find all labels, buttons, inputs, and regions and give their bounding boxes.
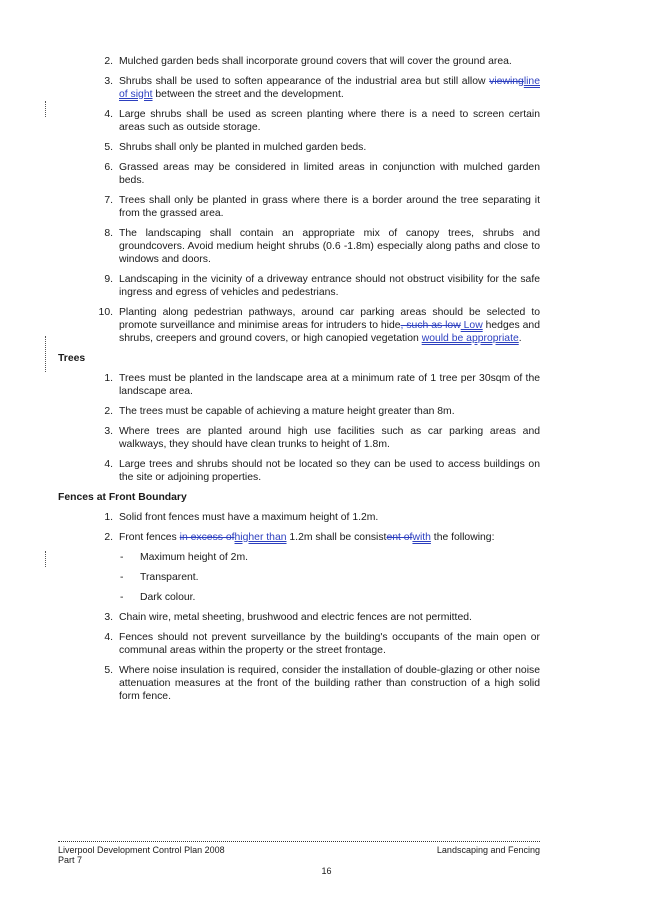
list-item: 4. Large trees and shrubs should not be located so they can be used to access buildings on the site or adjoining properties. [104, 459, 540, 483]
list-item: 2. The trees must be capable of achieving a mature height greater than 8m. [104, 406, 455, 417]
tracked-insertion: would be appropriate [421, 333, 519, 344]
footer-document-title: Liverpool Development Control Plan 2008 [58, 845, 225, 855]
list-item: 2. Front fences in excess ofhigher than 1.2m shall be consistent ofwith the following: [104, 532, 495, 543]
list-item: 5. Where noise insulation is required, consider the installation of double-glazing or other noise attenuation measures at the front of the building rather than construction of a high solid form fence. [104, 665, 540, 702]
footer-divider [58, 841, 540, 842]
section-heading-trees: Trees [58, 353, 86, 364]
list-item: 3. Shrubs shall be used to soften appearance of the industrial area but still allow viewingline of sight between the street and the development. [104, 76, 540, 100]
tracked-deletion: in excess of [179, 532, 235, 543]
document-body [58, 55, 540, 710]
tracked-insertion: Low [460, 320, 483, 331]
page-number: 16 [321, 866, 332, 876]
bullet-marker: - [120, 592, 124, 603]
list-item: 8. The landscaping shall contain an appropriate mix of canopy trees, shrubs and groundcovers. Avoid medium height shrubs (0.6 -1.8m) especially along paths and close to windows and doors. [104, 228, 540, 265]
tracked-deletion: viewing [489, 76, 524, 87]
list-item: 3. Chain wire, metal sheeting, brushwood and electric fences are not permitted. [104, 612, 472, 623]
change-bar [45, 336, 46, 372]
tracked-insertion: with [412, 532, 431, 543]
bullet-marker: - [120, 552, 124, 563]
bullet-item: - Transparent. [120, 572, 199, 583]
bullet-item: - Maximum height of 2m. [120, 552, 248, 563]
list-item: 4. Fences should not prevent surveillance by the building's occupants of the main open or communal areas within the property or the street frontage. [104, 632, 540, 656]
footer-left [58, 845, 225, 865]
list-item: 4. Large shrubs shall be used as screen planting where there is a need to screen certain areas such as outside storage. [104, 109, 540, 133]
change-bar [45, 551, 46, 567]
footer-section-title: Landscaping and Fencing [436, 845, 540, 855]
change-bar [45, 101, 46, 117]
list-item: 3. Where trees are planted around high use facilities such as car parking areas and walkways, they should have clean trunks to height of 1.8m. [104, 426, 540, 450]
tracked-deletion: low [442, 320, 461, 331]
bullet-marker: - [120, 572, 124, 583]
list-item: 1. Solid front fences must have a maximum height of 1.2m. [104, 512, 379, 523]
tracked-deletion: , such as [400, 320, 443, 331]
tracked-deletion: ent of [386, 532, 413, 543]
tracked-insertion: higher than [234, 532, 287, 543]
list-item: 7. Trees shall only be planted in grass where there is a border around the tree separating it from the grassed area. [104, 195, 540, 219]
list-item: 2. Mulched garden beds shall incorporate ground covers that will cover the ground area. [104, 56, 512, 67]
section-heading-fences: Fences at Front Boundary [58, 492, 187, 503]
list-item: 5. Shrubs shall only be planted in mulched garden beds. [104, 142, 367, 153]
list-item: 1. Trees must be planted in the landscape area at a minimum rate of 1 tree per 30sqm of the landscape area. [104, 373, 540, 397]
bullet-item: - Dark colour. [120, 592, 196, 603]
footer-part: Part 7 [58, 855, 83, 865]
tracked-insertion: line of sight [119, 76, 540, 100]
list-item: 6. Grassed areas may be considered in limited areas in conjunction with mulched garden beds. [104, 162, 540, 186]
list-item: 10. Planting along pedestrian pathways, around car parking areas should be selected to promote surveillance and minimise areas for intruders to hide, such as low Low hedges and shrubs, creepers and ground covers, or high canopied vegetation would be appropriate. [98, 307, 540, 344]
list-item: 9. Landscaping in the vicinity of a driveway entrance should not obstruct visibility for the safe ingress and egress of vehicles and pedestrians. [104, 274, 540, 298]
